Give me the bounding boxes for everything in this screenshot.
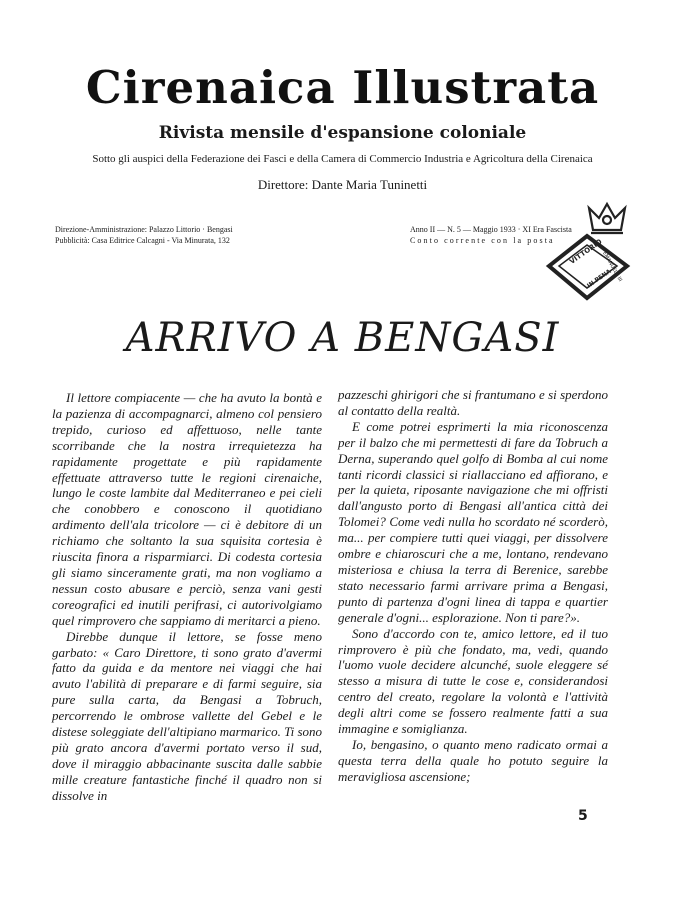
director-line: Direttore: Dante Maria Tuninetti (257, 177, 428, 192)
magazine-subtitle: Rivista mensile d'espansione coloniale (158, 123, 527, 143)
article-paragraph: E come potrei esprimerti la mia riconoscenza per il balzo che mi permettesti di fare da Tobruch a Derna, superando quel golfo di Bomba al cui nome tanti ricordi classici si riallacciano ed affiorano, e per la quieta, riposante navigazione che mi offristi dall'angusto porto di Bengasi all'antica città dei Tolomei? Come vedi nulla ho scordato né scorderò, ma... per compiere tutti quei viaggi, per dissolvere ombre e chiaroscuri che a me, lontano, rendevano misteriosa e chiusa la terra di Berenice, sarebbe stato necessario farmi arrivare prima a Bengasi, punto di partenza d'ogni linea di tappa e quartier generale d'ogni... esplorazione. Non ti pare?». (338, 418, 608, 625)
admin-address: Direzione-Amministrazione: Palazzo Littorio · Bengasi (55, 225, 233, 234)
issue-info: Anno II — N. 5 — Maggio 1933 · XI Era Fascista (410, 225, 572, 234)
admin-info-left (55, 224, 233, 246)
stamp-top-text: VITTORIO (568, 237, 604, 266)
stamp-side-text: EMANUELE III (601, 250, 624, 283)
postal-account: Conto corrente con la posta (410, 236, 555, 245)
article-paragraph: Direbbe dunque il lettore, se fosse meno garbato: « Caro Direttore, ti sono grato d'avermi fatto da guida e da mentore nei viaggi che hai avuto l'abilità di preparare e di farmi seguire, sia pure sulla carta, da Bengasi a Tobruch, percorrendo le ombrose vallette del Gebel e le distese soleggiate dell'altipiano marmarico. Ti sono più grato ancora d'avermi portato verso il sud, dove il miraggio abbacinante suscita dalle sabbie mille creature fantastiche finché il quadro non si dissolve in (52, 628, 322, 803)
postage-stamp-seal (545, 200, 635, 305)
masthead (0, 62, 685, 193)
stamp-bottom-text: IN PENA (585, 267, 613, 290)
article-paragraph: Io, bengasino, o quanto meno radicato ormai a questa terra della quale ho potuto seguire la meravigliosa ascensione; (338, 736, 608, 784)
article-paragraph: Il lettore compiacente — che ha avuto la bontà e la pazienza di accompagnarci, almeno col pensiero trepido, curioso ed affettuoso, nelle tante scorribande che la nostra irrequietezza ha rapidamente progettate e più rapidamente effettuate attraverso tutte le regioni cirenaiche, lungo le coste lambite dal Mediterraneo e pei cieli che conobbero e conoscono il quotidiano ardimento dell'ala tricolore — ci è debitore di un richiamo che soltanto la sua squisita cortesia è riuscita finora a risparmiarci. Di codesta cortesia gli siamo sinceramente grati, ma non vogliamo a nessun costo abusare e perciò, senza vani gesti coreografici ed inutili perifrasi, ci autorivolgiamo quel rimprovero che sappiamo di meritarci a pieno. (52, 390, 322, 628)
auspices-line: Sotto gli auspici della Federazione dei Fasci e della Camera di Commercio Industria e Agricoltura della Cirenaica (92, 153, 593, 165)
article-column-left (52, 390, 322, 804)
crown-icon (589, 204, 625, 233)
article-headline: ARRIVO A BENGASI (125, 315, 560, 361)
magazine-title: Cirenaica Illustrata (85, 61, 600, 114)
admin-advertising: Pubblicità: Casa Editrice Calcagni - Via Minurata, 132 (55, 236, 230, 245)
article-paragraph: Sono d'accordo con te, amico lettore, ed il tuo rimprovero è più che fondato, ma, vedi, quando l'uomo vuole decidere alcunché, suole eleggere sé stesso a misura di tutte le cose e, considerandosi centro del creato, regolare la volontà e l'attività degli altri come se fossero realmente fatti a sua immagine e somiglianza. (338, 625, 608, 737)
article-paragraph: pazzeschi ghirigori che si frantumano e si sperdono al contatto della realtà. (338, 387, 608, 418)
page-number: 5 (578, 808, 588, 824)
article-column-right (338, 387, 608, 785)
